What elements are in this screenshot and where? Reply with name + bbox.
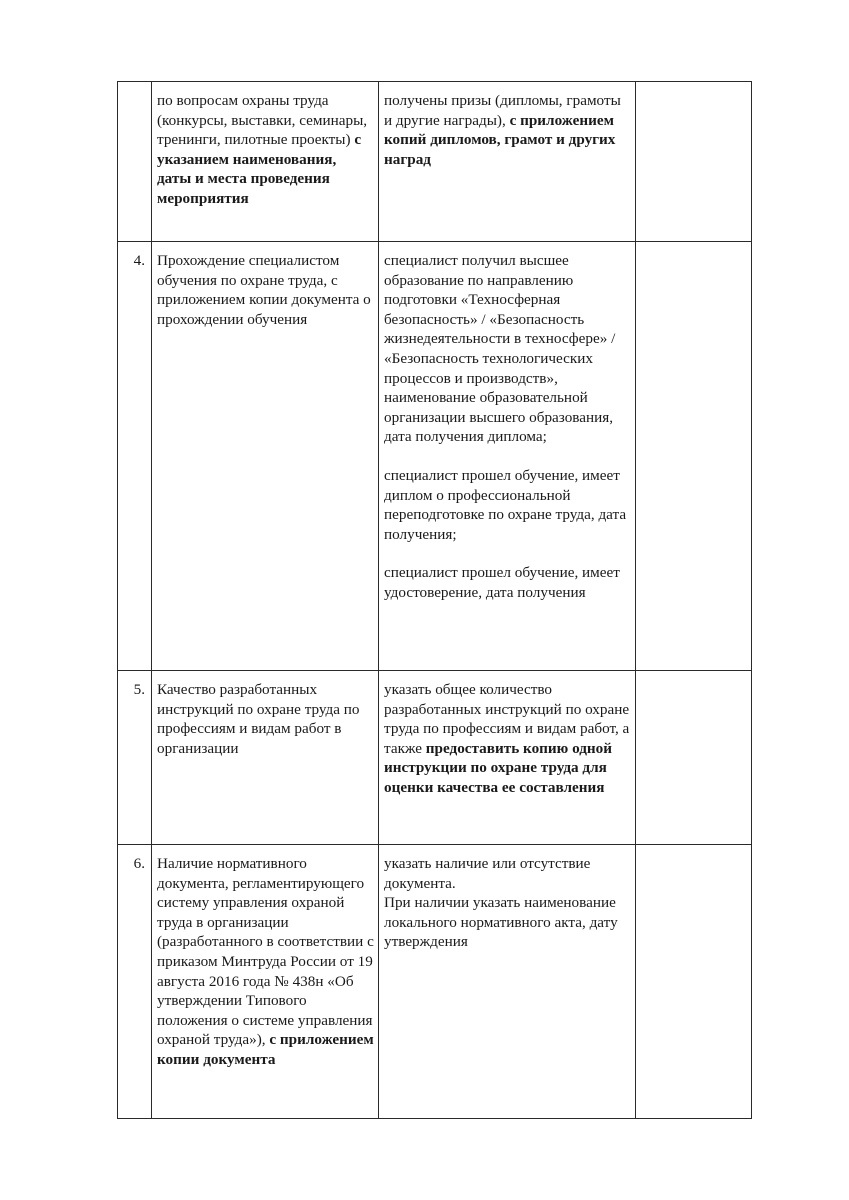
criterion-cell xyxy=(152,242,379,671)
table-row xyxy=(118,242,752,671)
table-row xyxy=(118,671,752,845)
score-cell xyxy=(636,845,752,1119)
table-row xyxy=(118,82,752,242)
note-paragraph: указать наличие или отсутствие документа. xyxy=(384,855,591,892)
note-cell xyxy=(379,242,636,671)
note-paragraph: специалист прошел обучение, имеет диплом о профессиональной переподготовке по охране труда, дата получения; xyxy=(384,466,627,543)
criterion-text: Качество разработанных инструкций по охране труда по профессиям и видам работ в организации xyxy=(157,681,360,757)
row-number xyxy=(118,82,152,242)
note-requirement: предоставить копию одной инструкции по охране труда для оценки качества ее составления xyxy=(384,739,612,796)
score-cell xyxy=(636,82,752,242)
criterion-cell xyxy=(152,671,379,845)
note-cell xyxy=(379,845,636,1119)
criterion-text: Наличие нормативного документа, регламентирующего систему управления охраной труда в организации (разработанного в соответствии с приказом Минтруда России от 19 августа 2016 года № 438н «Об утверждении Типового положения о системе управления охраной труда»), xyxy=(157,855,374,1049)
note-text: получены призы (дипломы, грамоты и другие награды), xyxy=(384,92,621,129)
note-cell xyxy=(379,82,636,242)
note-requirement: с приложением копий дипломов, грамот и других наград xyxy=(384,111,616,168)
criterion-text: Прохождение специалистом обучения по охране труда, с приложением копии документа о прохождении обучения xyxy=(157,252,371,328)
criterion-requirement: с указанием наименования, даты и места проведения мероприятия xyxy=(157,131,362,207)
row-number: 4. xyxy=(118,242,152,671)
score-cell xyxy=(636,671,752,845)
criterion-text: по вопросам охраны труда (конкурсы, выставки, семинары, тренинги, пилотные проекты) xyxy=(157,92,368,149)
note-text: указать общее количество разработанных инструкций по охране труда по профессиям и видам работ, а также xyxy=(384,681,630,757)
criterion-requirement: с приложением копии документа xyxy=(157,1031,374,1068)
row-number: 5. xyxy=(118,671,152,845)
score-cell xyxy=(636,242,752,671)
criterion-cell xyxy=(152,845,379,1119)
note-paragraph: специалист получил высшее образование по направлению подготовки «Техносферная безопасность» / «Безопасность жизнедеятельности в техносфере» / «Безопасность технологических процессов и производств», наименование образовательной организации высшего образования, дата получения диплома; xyxy=(384,252,616,446)
note-paragraph: специалист прошел обучение, имеет удостоверение, дата получения xyxy=(384,564,620,601)
criterion-cell xyxy=(152,82,379,242)
note-cell xyxy=(379,671,636,845)
row-number: 6. xyxy=(118,845,152,1119)
note-paragraph: При наличии указать наименование локального нормативного акта, дату утверждения xyxy=(384,894,618,951)
criteria-table xyxy=(117,81,752,1119)
table-row xyxy=(118,845,752,1119)
